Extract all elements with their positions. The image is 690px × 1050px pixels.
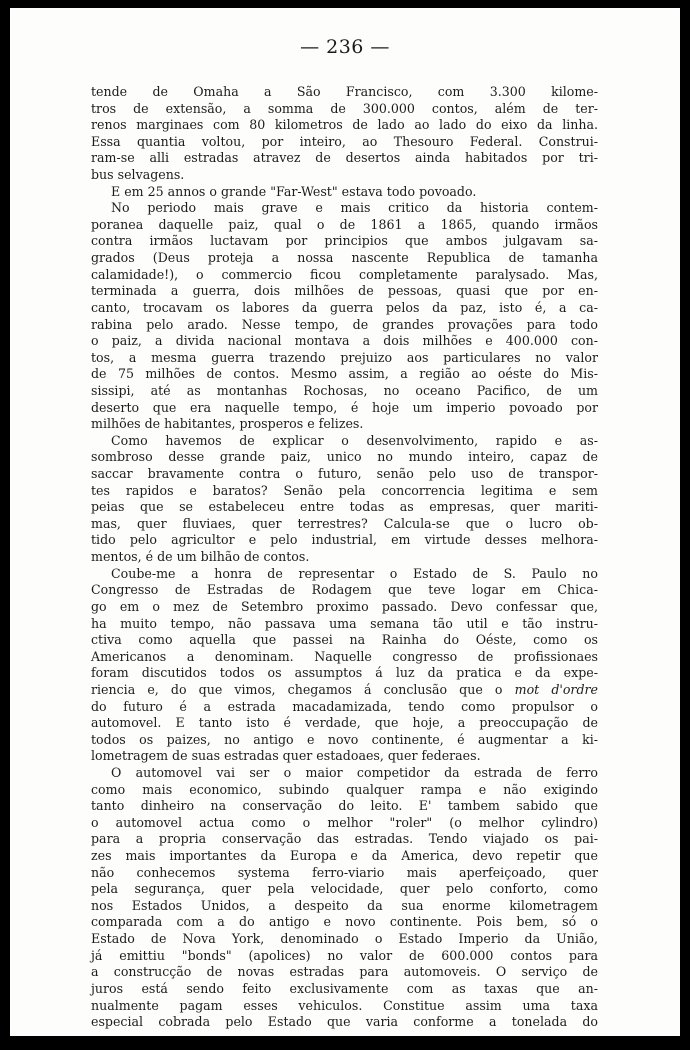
text-line: juros está sendo feito exclusivamente com as taxas que an- [91,980,598,996]
text-line: automovel. E tanto isto é verdade, que hoje, a preoccupação de [91,715,598,731]
text-line: tanto dinheiro na conservação do leito. E' tambem sabido que [91,798,598,814]
text-line: foram discutidos todos os assumptos á luz da pratica e da expe- [91,665,598,681]
text-line: o paiz, a divida nacional montava a dois milhões e 400.000 con- [91,333,598,349]
paragraph [91,433,598,566]
text-line: ha muito tempo, não passava uma semana tão util e tão instru- [91,615,598,631]
text-line: não conhecemos systema ferro-viario mais aperfeiçoado, quer [91,864,598,880]
text-line: ram-se alli estradas atravez de desertos ainda habitados por tri- [91,150,598,166]
text-line: zes mais importantes da Europa e da America, devo repetir que [91,848,598,864]
text-line: para a propria conservação das estradas. Tendo viajado os pai- [91,831,598,847]
text-line: já emittiu "bonds" (apolices) no valor de 600.000 contos para [91,947,598,963]
text-line: a construcção de novas estradas para automoveis. O serviço de [91,964,598,980]
text-line: nos Estados Unidos, a despeito da sua enorme kilometragem [91,897,598,913]
text-line: sombroso desse grande paiz, unico no mundo inteiro, capaz de [91,449,598,465]
text-line: contra irmãos luctavam por principios que ambos julgavam sa- [91,233,598,249]
text-line: nualmente pagam esses vehiculos. Constitue assim uma taxa [91,997,598,1013]
text-line: rabina pelo arado. Nesse tempo, de grandes provações para todo [91,316,598,332]
italic-phrase: mot d'ordre [514,681,598,697]
paragraph [91,184,598,201]
text-line: deserto que era naquelle tempo, é hoje um imperio povoado por [91,399,598,415]
text-line: O automovel vai ser o maior competidor da estrada de ferro [111,764,598,780]
text-line: No periodo mais grave e mais critico da historia contem- [111,200,598,216]
page-number: — 236 — [300,36,390,58]
text-line: Como havemos de explicar o desenvolvimento, rapido e as- [111,432,598,448]
text-line: do futuro é a estrada macadamizada, tendo como propulsor o [91,698,598,714]
text-line: Estado de Nova York, denominado o Estado Imperio da União, [91,931,598,947]
text-line: Coube-me a honra de representar o Estado de S. Paulo no [111,565,598,581]
book-page [10,8,680,1036]
paragraph [91,765,598,1031]
text-line: especial cobrada pelo Estado que varia conforme a tonelada do [91,1014,598,1030]
paragraph [91,200,598,433]
text-line: go em o mez de Setembro proximo passado. Devo confessar que, [91,598,598,614]
text-line: riencia e, do que vimos, chegamos á conclusão que o mot d'ordre [91,681,598,697]
text-line: mas, quer fluviaes, quer terrestres? Calcula-se que o lucro ob- [91,515,598,531]
paragraph [91,84,598,184]
text-line: como mais economico, subindo qualquer rampa e não exigindo [91,781,598,797]
text-line: Congresso de Estradas de Rodagem que teve logar em Chica- [91,582,598,598]
text-line: peias que se estabeleceu entre todas as empresas, quer mariti- [91,499,598,515]
text-line: tros de extensão, a somma de 300.000 contos, além de ter- [91,100,598,116]
text-line: Americanos a denominam. Naquelle congresso de profissionaes [91,648,598,664]
text-line: de 75 milhões de contos. Mesmo assim, a região ao oéste do Mis- [91,366,598,382]
text-line: tos, a mesma guerra trazendo prejuizo aos particulares no valor [91,349,598,365]
text-line: renos marginaes com 80 kilometros de lado ao lado do eixo da linha. [91,117,598,133]
text-line: Essa quantia voltou, por inteiro, ao Thesouro Federal. Construi- [91,133,598,149]
text-line: pela segurança, quer pela velocidade, quer pelo conforto, como [91,881,598,897]
text-line: grados (Deus proteja a nossa nascente Republica de tamanha [91,250,598,266]
text-line: milhões de habitantes, prosperos e felizes. [91,416,364,432]
paragraph [91,566,598,765]
body-text [91,84,598,1031]
text-line: tido pelo agricultor e pelo industrial, em virtude desses melhora- [91,532,598,548]
text-line: o automovel actua como o melhor "roler" (o melhor cylindro) [91,814,598,830]
text-line: sissipi, até as montanhas Rochosas, no oceano Pacifico, de um [91,382,598,398]
text-line: mentos, é de um bilhão de contos. [91,549,310,565]
text-line: poranea daquelle paiz, qual o de 1861 a 1865, quando irmãos [91,216,598,232]
text-line: lometragem de suas estradas quer estadoaes, quer federaes. [91,748,481,764]
text-line: todos os paizes, no antigo e novo continente, é augmentar a ki- [91,731,598,747]
text-line: calamidade!), o commercio ficou completamente paralysado. Mas, [91,266,598,282]
text-line: comparada com a do antigo e novo continente. Pois bem, só o [91,914,598,930]
text-line: tende de Omaha a São Francisco, com 3.300 kilome- [91,84,598,99]
text-line: E em 25 annos o grande "Far-West" estava todo povoado. [111,183,477,199]
text-line: tes rapidos e baratos? Senão pela concorrencia legitima e sem [91,482,598,498]
text-line: saccar bravamente contra o futuro, senão pelo uso de transpor- [91,466,598,482]
text-line: canto, trocavam os labores da guerra pelos da paz, isto é, a ca- [91,299,598,315]
text-line: ctiva como aquella que passei na Rainha do Oéste, como os [91,632,598,648]
text-line: terminada a guerra, dois milhões de pessoas, quasi que por en- [91,283,598,299]
text-line: bus selvagens. [91,167,185,183]
